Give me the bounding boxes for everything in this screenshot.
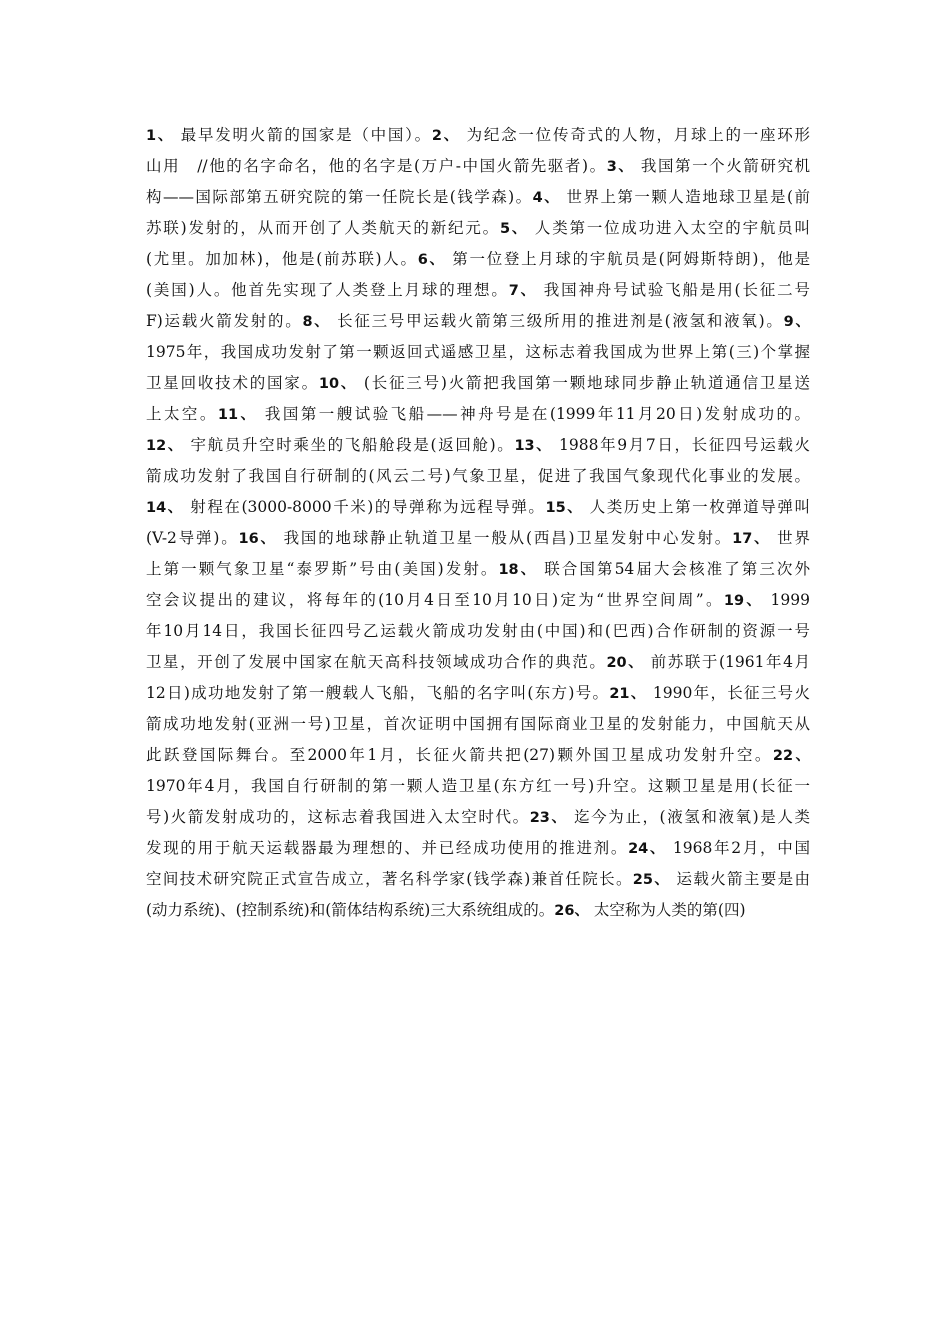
text-segment: 世界上第一颗人造地球卫星是(前 (560, 188, 810, 206)
body-text (146, 120, 810, 926)
text-segment: (长征三号)火箭把我国第一颗地球同步静止轨道通信卫星送 (357, 374, 810, 392)
text-segment: F)运载火箭发射的。 (146, 312, 303, 330)
text-line (146, 182, 810, 213)
text-segment: 迄今为止，(液氢和液氧)是人类 (567, 808, 810, 826)
item-number: 21、 (609, 686, 647, 702)
text-segment: (美国)人。他首先实现了人类登上月球的理想。 (146, 281, 509, 299)
item-number: 7、 (508, 283, 537, 299)
text-segment: 1999 (763, 591, 810, 609)
text-segment: 构——国际部第五研究院的第一任院长是(钱学森)。 (146, 188, 533, 206)
text-segment: 联合国第54届大会核准了第三次外 (537, 560, 810, 578)
text-segment: 人类历史上第一枚弹道导弹叫 (583, 498, 810, 516)
text-segment: 我国神舟号试验飞船是用(长征二号 (536, 281, 810, 299)
text-segment: 太空称为人类的第(四) (588, 901, 746, 919)
text-segment: 射程在(3000-8000千米)的导弹称为远程导弹。 (183, 498, 546, 516)
text-segment: 发现的用于航天运载器最为理想的、并已经成功使用的推进剂。 (146, 839, 629, 857)
item-number: 6、 (417, 252, 446, 268)
text-segment: 1975年，我国成功发射了第一颗返回式遥感卫星，这标志着我国成为世界上第(三)个掌握 (146, 343, 810, 361)
text-segment: 世界 (770, 529, 810, 547)
text-line (146, 802, 810, 833)
text-line (146, 771, 810, 802)
text-segment: 前苏联于(1961年4月 (644, 653, 810, 671)
text-segment: 人类第一位成功进入太空的宇航员叫 (528, 219, 810, 237)
item-number: 25、 (632, 872, 671, 888)
item-number: 19、 (723, 593, 764, 609)
text-segment: 山用 //他的名字命名，他的名字是(万户-中国火箭先驱者)。 (146, 157, 607, 175)
text-segment: 我国的地球静止轨道卫星一般从(西昌)卫星发射中心发射。 (276, 529, 733, 547)
text-line (146, 678, 810, 709)
text-segment: 为纪念一位传奇式的人物，月球上的一座环形 (459, 126, 810, 144)
item-number: 22、 (772, 748, 810, 764)
text-segment: 箭成功地发射(亚洲一号)卫星，首次证明中国拥有国际商业卫星的发射能力，中国航天从 (146, 715, 810, 733)
item-number: 15、 (545, 500, 584, 516)
text-line (146, 895, 810, 926)
text-segment: 此跃登国际舞台。至2000年1月，长征火箭共把(27)颗外国卫星成功发射升空。 (146, 746, 773, 764)
text-segment: 号)火箭发射成功的，这标志着我国进入太空时代。 (146, 808, 530, 826)
item-number: 2、 (431, 128, 460, 144)
text-segment: 卫星回收技术的国家。 (146, 374, 319, 392)
text-line (146, 461, 810, 492)
text-line (146, 337, 810, 368)
text-line (146, 616, 810, 647)
text-line (146, 585, 810, 616)
text-line (146, 368, 810, 399)
item-number: 12、 (146, 438, 184, 454)
text-segment: 苏联)发射的，从而开创了人类航天的新纪元。 (146, 219, 500, 237)
text-segment: 上第一颗气象卫星“泰罗斯”号由(美国)发射。 (146, 560, 499, 578)
text-line (146, 647, 810, 678)
text-line (146, 740, 810, 771)
text-line (146, 151, 810, 182)
text-segment: 我国第一个火箭研究机 (634, 157, 810, 175)
text-segment: 卫星，开创了发展中国家在航天高科技领域成功合作的典范。 (146, 653, 607, 671)
item-number: 1、 (146, 128, 175, 144)
text-line (146, 833, 810, 864)
text-segment: 1968年2月，中国 (666, 839, 810, 857)
item-number: 11、 (217, 407, 258, 423)
text-segment: 空间技术研究院正式宣告成立，著名科学家(钱学森)兼首任院长。 (146, 870, 633, 888)
text-segment: 箭成功发射了我国自行研制的(风云二号)气象卫星，促进了我国气象现代化事业的发展。 (146, 467, 810, 485)
text-line (146, 244, 810, 275)
item-number: 14、 (146, 500, 184, 516)
item-number: 24、 (628, 841, 667, 857)
item-number: 3、 (606, 159, 635, 175)
text-line (146, 709, 810, 740)
text-line (146, 554, 810, 585)
item-number: 5、 (499, 221, 529, 237)
text-line (146, 275, 810, 306)
text-segment: 12日)成功地发射了第一艘载人飞船，飞船的名字叫(东方)号。 (146, 684, 610, 702)
text-segment: 长征三号甲运载火箭第三级所用的推进剂是(液氢和液氧)。 (330, 312, 784, 330)
text-segment: 1970年4月，我国自行研制的第一颗人造卫星(东方红一号)升空。这颗卫星是用(长征一 (146, 777, 810, 795)
item-number: 20、 (606, 655, 645, 671)
item-number: 13、 (514, 438, 553, 454)
item-number: 18、 (498, 562, 538, 578)
text-line (146, 306, 810, 337)
item-number: 9、 (783, 314, 810, 330)
item-number: 16、 (238, 531, 277, 547)
text-segment: 第一位登上月球的宇航员是(阿姆斯特朗)，他是 (445, 250, 810, 268)
item-number: 26、 (554, 903, 589, 919)
text-line (146, 492, 810, 523)
item-number: 8、 (302, 314, 331, 330)
text-segment: 年10月14日，我国长征四号乙运载火箭成功发射由(中国)和(巴西)合作研制的资源一号 (146, 622, 810, 640)
item-number: 10、 (318, 376, 358, 392)
text-line (146, 430, 810, 461)
text-segment: 上太空。 (146, 405, 218, 423)
text-segment: 最早发明火箭的国家是（中国）。 (174, 126, 432, 144)
item-number: 17、 (732, 531, 771, 547)
text-segment: 宇航员升空时乘坐的飞船舱段是(返回舱)。 (183, 436, 515, 454)
text-segment: 1988年9月7日，长征四号运载火 (552, 436, 810, 454)
text-segment: (尤里。加加林)，他是(前苏联)人。 (146, 250, 418, 268)
text-segment: (V-2导弹)。 (146, 529, 239, 547)
text-segment: 我国第一艘试验飞船——神舟号是在(1999年11月20日)发射成功的。 (257, 405, 810, 423)
text-line (146, 864, 810, 895)
text-line (146, 523, 810, 554)
text-line (146, 399, 810, 430)
text-segment: 运载火箭主要是由 (670, 870, 810, 888)
text-line (146, 120, 810, 151)
text-line (146, 213, 810, 244)
item-number: 4、 (532, 190, 561, 206)
text-segment: 1990年，长征三号火 (646, 684, 810, 702)
item-number: 23、 (529, 810, 568, 826)
text-segment: (动力系统)、(控制系统)和(箭体结构系统)三大系统组成的。 (146, 901, 555, 919)
text-segment: 空会议提出的建议，将每年的(10月4日至10月10日)定为“世界空间周”。 (146, 591, 724, 609)
